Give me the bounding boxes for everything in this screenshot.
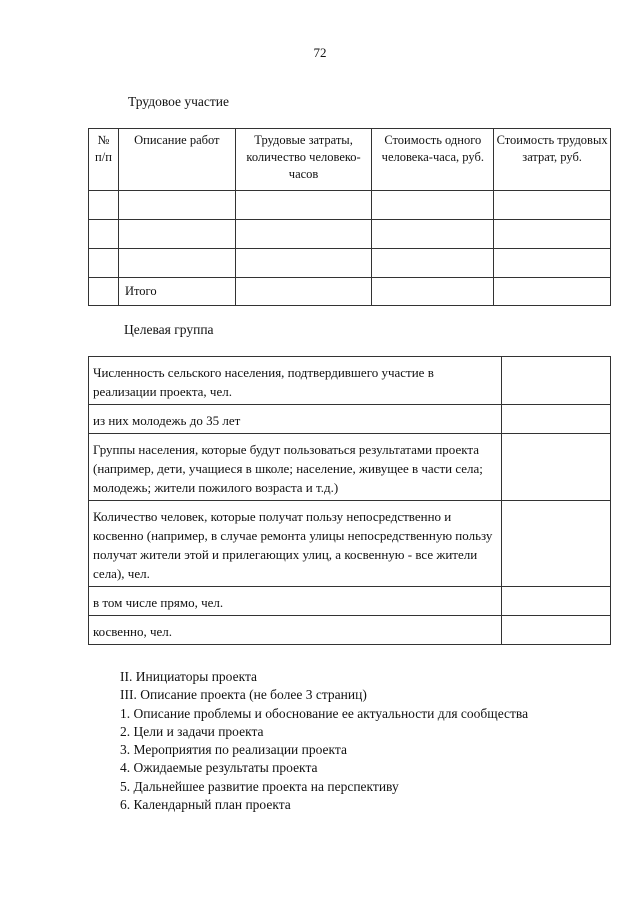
value-cell xyxy=(502,501,611,587)
beneficiaries-count-label: Количество человек, которые получат пользу непосредственно и косвенно (например, в случае ремонта улицы непосредственную пользу получат жители этой и прилегающих улиц, а косвенную - все жители села), чел. xyxy=(89,501,502,587)
list-item: 4. Ожидаемые результаты проекта xyxy=(120,760,318,776)
column-header-hour-cost: Стоимость одного человека-часа, руб. xyxy=(372,129,494,191)
indirect-beneficiaries-label: косвенно, чел. xyxy=(89,616,502,645)
total-row xyxy=(89,278,611,306)
project-sections-list xyxy=(120,668,528,814)
value-cell xyxy=(502,405,611,434)
table-row xyxy=(89,405,611,434)
list-item: 6. Календарный план проекта xyxy=(120,797,291,813)
table-row xyxy=(89,587,611,616)
list-item: III. Описание проекта (не более 3 страниц) xyxy=(120,687,367,703)
table-row xyxy=(89,616,611,645)
population-groups-label: Группы населения, которые будут пользоваться результатами проекта (например, дети, учащиеся в школе; население, живущее в части села; молодежь; жители пожилого возраста и т.д.) xyxy=(89,434,502,501)
table-row xyxy=(89,249,611,278)
direct-beneficiaries-label: в том числе прямо, чел. xyxy=(89,587,502,616)
column-header-work-description: Описание работ xyxy=(118,129,235,191)
table-row xyxy=(89,357,611,405)
list-item: II. Инициаторы проекта xyxy=(120,669,258,684)
list-item: 5. Дальнейшее развитие проекта на перспективу xyxy=(120,778,399,794)
list-item: 2. Цели и задачи проекта xyxy=(120,723,264,739)
youth-label: из них молодежь до 35 лет xyxy=(89,405,502,434)
page-number: 72 xyxy=(313,45,327,60)
table-row xyxy=(89,191,611,220)
value-cell xyxy=(502,357,611,405)
table-row xyxy=(89,434,611,501)
value-cell xyxy=(502,587,611,616)
column-header-labor-hours: Трудовые затраты, количество человеко-часов xyxy=(235,129,372,191)
column-header-total-cost: Стоимость трудовых затрат, руб. xyxy=(494,129,611,191)
table-row xyxy=(89,501,611,587)
value-cell xyxy=(502,616,611,645)
value-cell xyxy=(502,434,611,501)
total-label: Итого xyxy=(118,278,235,306)
rural-population-label: Численность сельского населения, подтвердившего участие в реализации проекта, чел. xyxy=(89,357,502,405)
labor-participation-heading: Трудовое участие xyxy=(128,94,230,109)
column-header-number: № п/п xyxy=(89,129,119,191)
target-group-table xyxy=(88,356,611,645)
list-item: 3. Мероприятия по реализации проекта xyxy=(120,742,347,758)
target-group-heading: Целевая группа xyxy=(124,322,214,337)
list-item: 1. Описание проблемы и обоснование ее актуальности для сообщества xyxy=(120,705,529,721)
table-row xyxy=(89,220,611,249)
table-header-row xyxy=(89,129,611,191)
labor-participation-table xyxy=(88,128,611,306)
